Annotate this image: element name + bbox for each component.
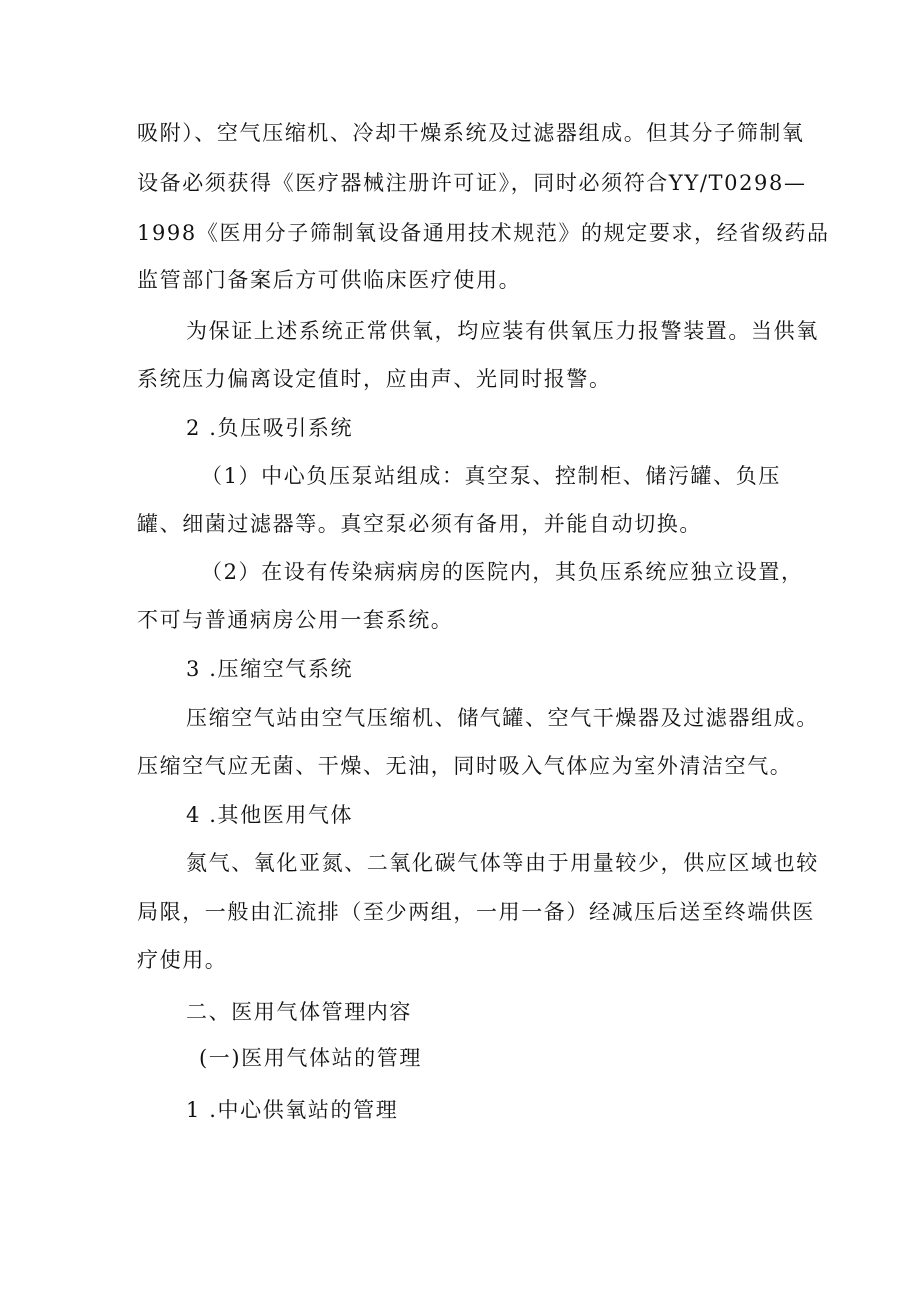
list-item-1-line-2: 罐、细菌过滤器等。真空泵必须有备用，并能自动切换。: [137, 512, 702, 536]
section-heading-3: 3 .压缩空气系统: [186, 657, 354, 681]
paragraph-line-4: 监管部门备案后方可供临床医疗使用。: [137, 268, 522, 292]
chapter-heading: 二、医用气体管理内容: [186, 1000, 412, 1024]
paragraph-line-7: 压缩空气站由空气压缩机、储气罐、空气干燥器及过滤器组成。: [186, 706, 819, 730]
paragraph-line-10: 局限，一般由汇流排（至少两组，一用一备）经减压后送至终端供医: [137, 900, 815, 924]
paragraph-line-1: 吸附）、空气压缩机、冷却干燥系统及过滤器组成。但其分子筛制氧: [137, 121, 805, 145]
list-item-2-line-2: 不可与普通病房公用一套系统。: [137, 608, 454, 632]
paragraph-line-11: 疗使用。: [137, 948, 228, 972]
section-heading-4: 4 .其他医用气体: [186, 803, 354, 827]
paragraph-line-9: 氮气、氧化亚氮、二氧化碳气体等由于用量较少，供应区域也较: [186, 851, 819, 875]
paragraph-line-5: 为保证上述系统正常供氧，均应装有供氧压力报警装置。当供氧: [186, 319, 819, 343]
paragraph-line-2: 设备必须获得《医疗器械注册许可证》，同时必须符合YY/T0298—: [137, 171, 807, 195]
section-heading-2: 2 .负压吸引系统: [186, 416, 354, 440]
paragraph-line-6: 系统压力偏离设定值时，应由声、光同时报警。: [137, 367, 612, 391]
list-item-1-line-1: （1）中心负压泵站组成：真空泵、控制柜、储污罐、负压: [201, 464, 781, 488]
paragraph-line-3: 1998《医用分子筛制氧设备通用技术规范》的规定要求，经省级药品: [137, 221, 830, 245]
subsection-heading: (一)医用气体站的管理: [199, 1046, 422, 1070]
paragraph-line-8: 压缩空气应无菌、干燥、无油，同时吸入气体应为室外清洁空气。: [137, 754, 793, 778]
list-item-2-line-1: （2）在设有传染病病房的医院内，其负压系统应独立设置，: [201, 560, 804, 584]
item-heading: 1 .中心供氧站的管理: [186, 1098, 399, 1122]
